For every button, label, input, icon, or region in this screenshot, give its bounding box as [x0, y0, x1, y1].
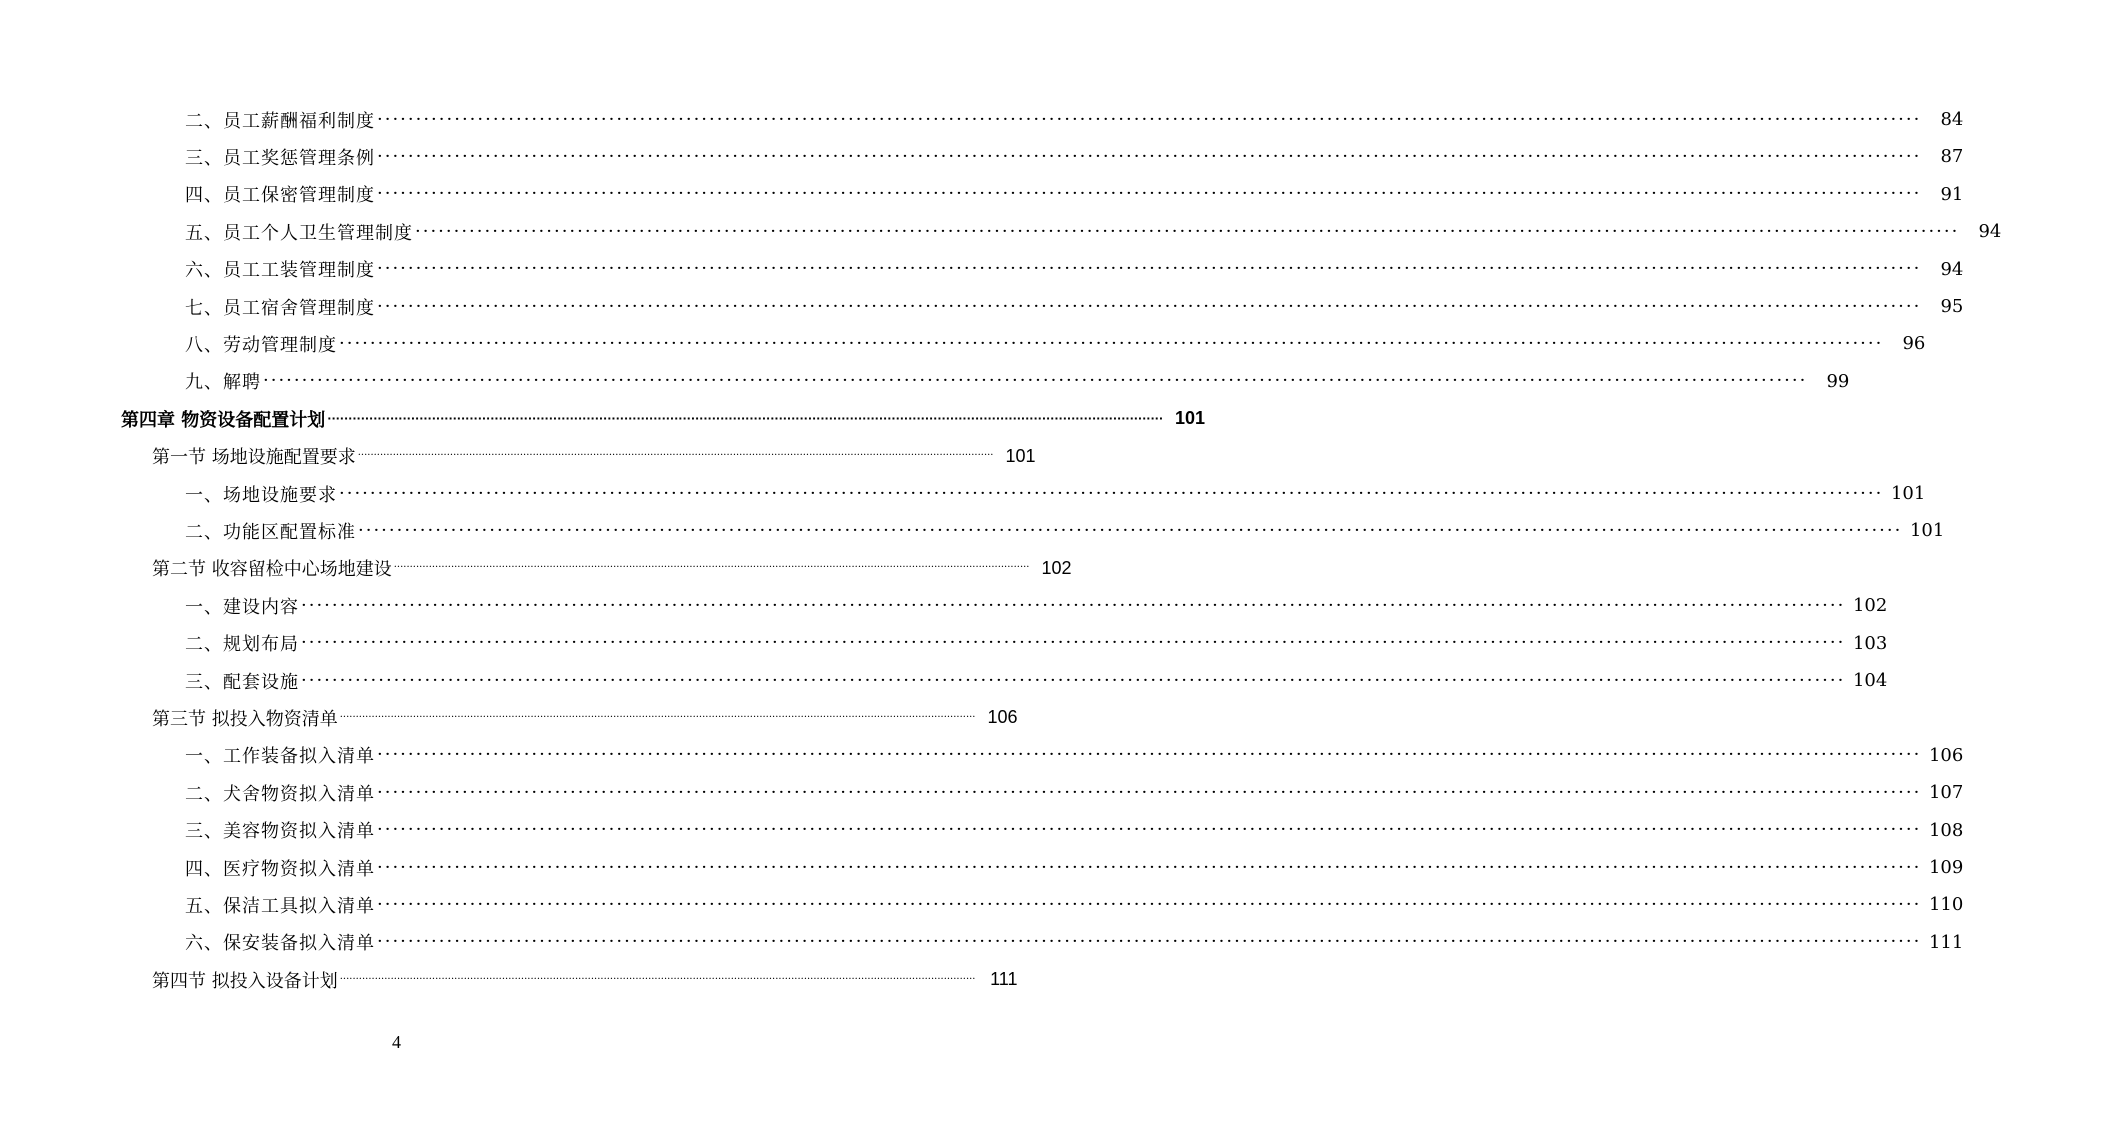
toc-subsection-entry[interactable] — [0, 176, 1964, 213]
dot-leader: ········································································································································································································ — [377, 145, 1922, 167]
toc-subsection-entry[interactable] — [0, 101, 1964, 138]
toc-entry-page: 94 — [1940, 258, 1964, 280]
toc-entry-title: 四、员工保密管理制度 — [185, 185, 375, 207]
toc-subsection-entry[interactable] — [0, 325, 1926, 362]
toc-entry-page: 111 — [1928, 931, 1964, 953]
toc-entry-page: 107 — [1928, 782, 1964, 804]
dot-leader: ········································································································································································································ — [358, 519, 1903, 541]
dot-leader: ········································································································································································································ — [339, 332, 1884, 354]
toc-entry-page: 99 — [1826, 370, 1850, 392]
toc-entry-title: 六、保安装备拟入清单 — [185, 933, 375, 955]
toc-section-entry[interactable] — [0, 961, 1018, 998]
toc-entry-title: 二、规划布局 — [185, 634, 299, 656]
toc-entry-title: 一、建设内容 — [185, 596, 299, 618]
dot-leader: ········································································································································································································ — [357, 450, 994, 462]
toc-entry-title: 第一节 场地设施配置要求 — [152, 447, 356, 469]
toc-entry-title: 七、员工宿舍管理制度 — [185, 297, 375, 319]
dot-leader: ········································································································································································································ — [377, 295, 1922, 317]
toc-subsection-entry[interactable] — [0, 849, 1964, 886]
toc-subsection-entry[interactable] — [0, 251, 1964, 288]
toc-subsection-entry[interactable] — [0, 587, 1888, 624]
toc-entry-page: 106 — [987, 707, 1018, 728]
toc-entry-title: 三、配套设施 — [185, 671, 299, 693]
toc-entry-title: 二、犬舍物资拟入清单 — [185, 783, 375, 805]
dot-leader: ········································································································································································································ — [377, 183, 1922, 205]
dot-leader: ········································································································································································································ — [377, 108, 1922, 130]
toc-entry-page: 84 — [1940, 109, 1964, 130]
toc-entry-title: 六、员工工装管理制度 — [185, 260, 375, 282]
toc-subsection-entry[interactable] — [0, 886, 1964, 923]
toc-entry-title: 第四节 拟投入设备计划 — [152, 970, 338, 992]
dot-leader: ········································································································································································································ — [415, 220, 1960, 242]
dot-leader: ········································································································································································································ — [327, 412, 1164, 426]
dot-leader: ········································································································································································································ — [377, 819, 1922, 841]
toc-entry-page: 101 — [1909, 520, 1945, 542]
toc-entry-page: 101 — [1890, 483, 1926, 504]
toc-subsection-entry[interactable] — [0, 138, 1964, 175]
toc-entry-title: 五、员工个人卫生管理制度 — [185, 222, 413, 244]
toc-subsection-entry[interactable] — [0, 737, 1964, 774]
toc-entry-page: 101 — [1174, 408, 1206, 429]
toc-entry-title: 第二节 收容留检中心场地建设 — [152, 559, 392, 581]
dot-leader: ········································································································································································································ — [377, 931, 1922, 953]
toc-entry-page: 91 — [1940, 183, 1964, 205]
dot-leader: ········································································································································································································ — [377, 856, 1922, 878]
toc-subsection-entry[interactable] — [0, 812, 1964, 849]
toc-subsection-entry[interactable] — [0, 662, 1888, 699]
toc-entry-title: 二、功能区配置标准 — [185, 521, 356, 543]
toc-subsection-entry[interactable] — [0, 475, 1926, 512]
toc-section-entry[interactable] — [0, 438, 1036, 475]
toc-entry-page: 104 — [1852, 670, 1888, 691]
dot-leader: ········································································································································································································ — [301, 632, 1846, 654]
toc-entry-title: 二、员工薪酬福利制度 — [185, 110, 375, 132]
toc-entry-page: 109 — [1928, 857, 1964, 878]
dot-leader: ········································································································································································································ — [377, 258, 1922, 280]
toc-entry-page: 110 — [1928, 894, 1964, 916]
toc-section-entry[interactable] — [0, 550, 1072, 587]
dot-leader: ········································································································································································································ — [377, 893, 1922, 915]
toc-entry-title: 四、医疗物资拟入清单 — [185, 858, 375, 880]
dot-leader: ········································································································································································································ — [339, 973, 976, 985]
toc-entry-page: 103 — [1852, 632, 1888, 654]
toc-entry-title: 九、解聘 — [185, 372, 261, 394]
dot-leader: ········································································································································································································ — [377, 781, 1922, 803]
toc-entry-page: 106 — [1928, 744, 1964, 766]
toc-entry-title: 一、场地设施要求 — [185, 484, 337, 506]
toc-subsection-entry[interactable] — [0, 924, 1964, 961]
dot-leader: ········································································································································································································ — [339, 482, 1884, 504]
toc-entry-page: 101 — [1005, 445, 1036, 466]
toc-entry-title: 第三节 拟投入物资清单 — [152, 708, 338, 730]
toc-subsection-entry[interactable] — [0, 213, 2002, 250]
toc-subsection-entry[interactable] — [0, 625, 1888, 662]
toc-entry-page: 96 — [1902, 333, 1926, 355]
toc-entry-title: 三、美容物资拟入清单 — [185, 821, 375, 843]
toc-entry-page: 102 — [1041, 557, 1072, 578]
dot-leader: ········································································································································································································ — [339, 711, 976, 723]
dot-leader: ········································································································································································································ — [301, 669, 1846, 691]
toc-entry-page: 108 — [1928, 819, 1964, 841]
toc-section-entry[interactable] — [0, 699, 1018, 736]
toc-subsection-entry[interactable] — [0, 363, 1850, 400]
toc-entry-title: 五、保洁工具拟入清单 — [185, 895, 375, 917]
toc-entry-page: 94 — [1978, 221, 2002, 243]
toc-entry-page: 111 — [990, 969, 1018, 990]
toc-subsection-entry[interactable] — [0, 774, 1964, 811]
toc-entry-title: 三、员工奖惩管理条例 — [185, 147, 375, 169]
toc-entry-page: 95 — [1940, 296, 1964, 317]
toc-entry-title: 一、工作装备拟入清单 — [185, 746, 375, 768]
toc-subsection-entry[interactable] — [0, 288, 1964, 325]
dot-leader: ········································································································································································································ — [301, 594, 1846, 616]
toc-entry-title: 八、劳动管理制度 — [185, 334, 337, 356]
dot-leader: ········································································································································································································ — [393, 562, 1030, 574]
toc-entry-page: 102 — [1852, 595, 1888, 617]
dot-leader: ········································································································································································································ — [377, 744, 1922, 766]
dot-leader: ········································································································································································································ — [263, 370, 1808, 392]
toc-subsection-entry[interactable] — [0, 512, 1945, 549]
toc-chapter-entry[interactable] — [0, 400, 1206, 437]
page-number: 4 — [392, 1032, 401, 1052]
toc-entry-page: 87 — [1940, 146, 1964, 168]
toc-entry-title: 第四章 物资设备配置计划 — [121, 409, 326, 431]
